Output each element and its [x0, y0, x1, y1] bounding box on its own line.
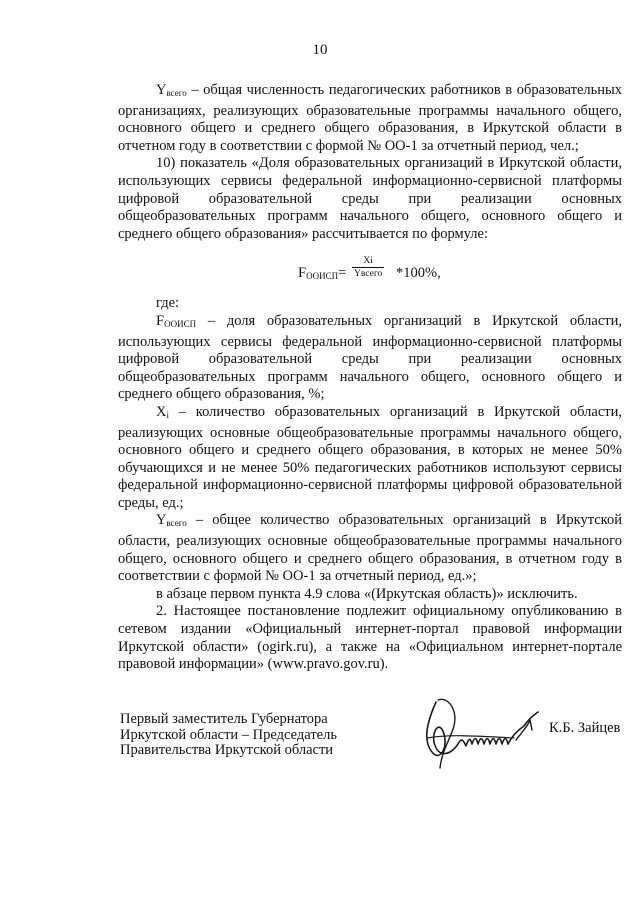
symbol-subscript: всего	[166, 518, 187, 529]
signatory-line-1: Первый заместитель Губернатора	[120, 711, 328, 727]
paragraph-x-count	[118, 404, 622, 513]
paragraph-text: – количество образовательных организаций в Иркутской области, реализующих основные общеобразовательные программы начального общего, основного общего и среднего общего образования, в которых не менее 50% обучающихся и не менее 50% педагогических работников используют сервисы федеральной информационно-сервисной платформы цифровой образовательной среды, ед.;	[118, 403, 622, 511]
signatory-line-3: Правительства Иркутской области	[120, 742, 334, 758]
symbol: X	[156, 403, 167, 420]
handwritten-signature	[418, 690, 548, 776]
symbol: F	[156, 312, 165, 329]
paragraph-publication: 2. Настоящее постановление подлежит официальному опубликованию в сетевом издании «Официальный интернет-портал правовой информации Иркутской области» (ogirk.ru), а также на «Официальном интернет-портале правовой информации» (www.pravo.gov.ru).	[118, 603, 622, 673]
symbol: Y	[156, 512, 167, 529]
symbol: Y	[156, 82, 167, 98]
paragraph-f-share	[118, 313, 622, 404]
paragraph-indicator-10: 10) показатель «Доля образовательных организаций в Иркутской области, использующих сервисы федеральной информационно-сервисной платформы цифровой образовательной среды при реализации основных общеобразовательных программ начального общего, основного общего и среднего общего образования» рассчитывается по формуле:	[118, 155, 622, 242]
formula-numerator: Xi	[352, 255, 384, 268]
document-body	[118, 82, 622, 674]
symbol-subscript: i	[166, 409, 169, 420]
symbol-subscript: всего	[166, 88, 187, 98]
paragraph-text: – доля образовательных организаций в Иркутской области, использующих сервисы федеральной информационно-сервисной платформы цифровой образовательной среды при реализации основных общеобразовательных программ начального общего, основного общего и среднего общего образования, %;	[118, 312, 622, 403]
where-label: где:	[156, 295, 180, 312]
formula-fraction	[352, 255, 384, 280]
paragraph-text: – общая численность педагогических работников в образовательных организациях, реализующих образовательные программы начального общего, основного общего и среднего общего образования, в Иркутской области в отчетном году в соответствии с формой № ОО-1 за отчетный период, чел.;	[118, 82, 622, 154]
signatory-line-2: Иркутской области – Председатель	[120, 726, 337, 743]
signatory-title	[120, 712, 337, 759]
paragraph-y-total-teachers	[118, 82, 622, 155]
signer-name: К.Б. Зайцев	[549, 720, 621, 736]
formula	[118, 253, 622, 293]
formula-multiplier: *100%,	[396, 265, 441, 282]
paragraph-y-total-orgs	[118, 512, 622, 585]
page-number: 10	[312, 42, 328, 58]
formula-lhs: $F_{ООИСП}=$	[298, 265, 347, 282]
symbol-subscript: ООИСП	[164, 318, 197, 329]
paragraph-text: – общее количество образовательных организаций в Иркутской области, реализующих основные общеобразовательные программы начального общего, основного общего и среднего общего образования, в отчетном году в соответствии с формой № ОО-1 за отчетный период, ед.»;	[118, 512, 622, 585]
paragraph-amendment: в абзаце первом пункта 4.9 слова «(Иркутская область)» исключить.	[156, 585, 578, 602]
formula-denominator: Yвсего	[354, 269, 383, 280]
